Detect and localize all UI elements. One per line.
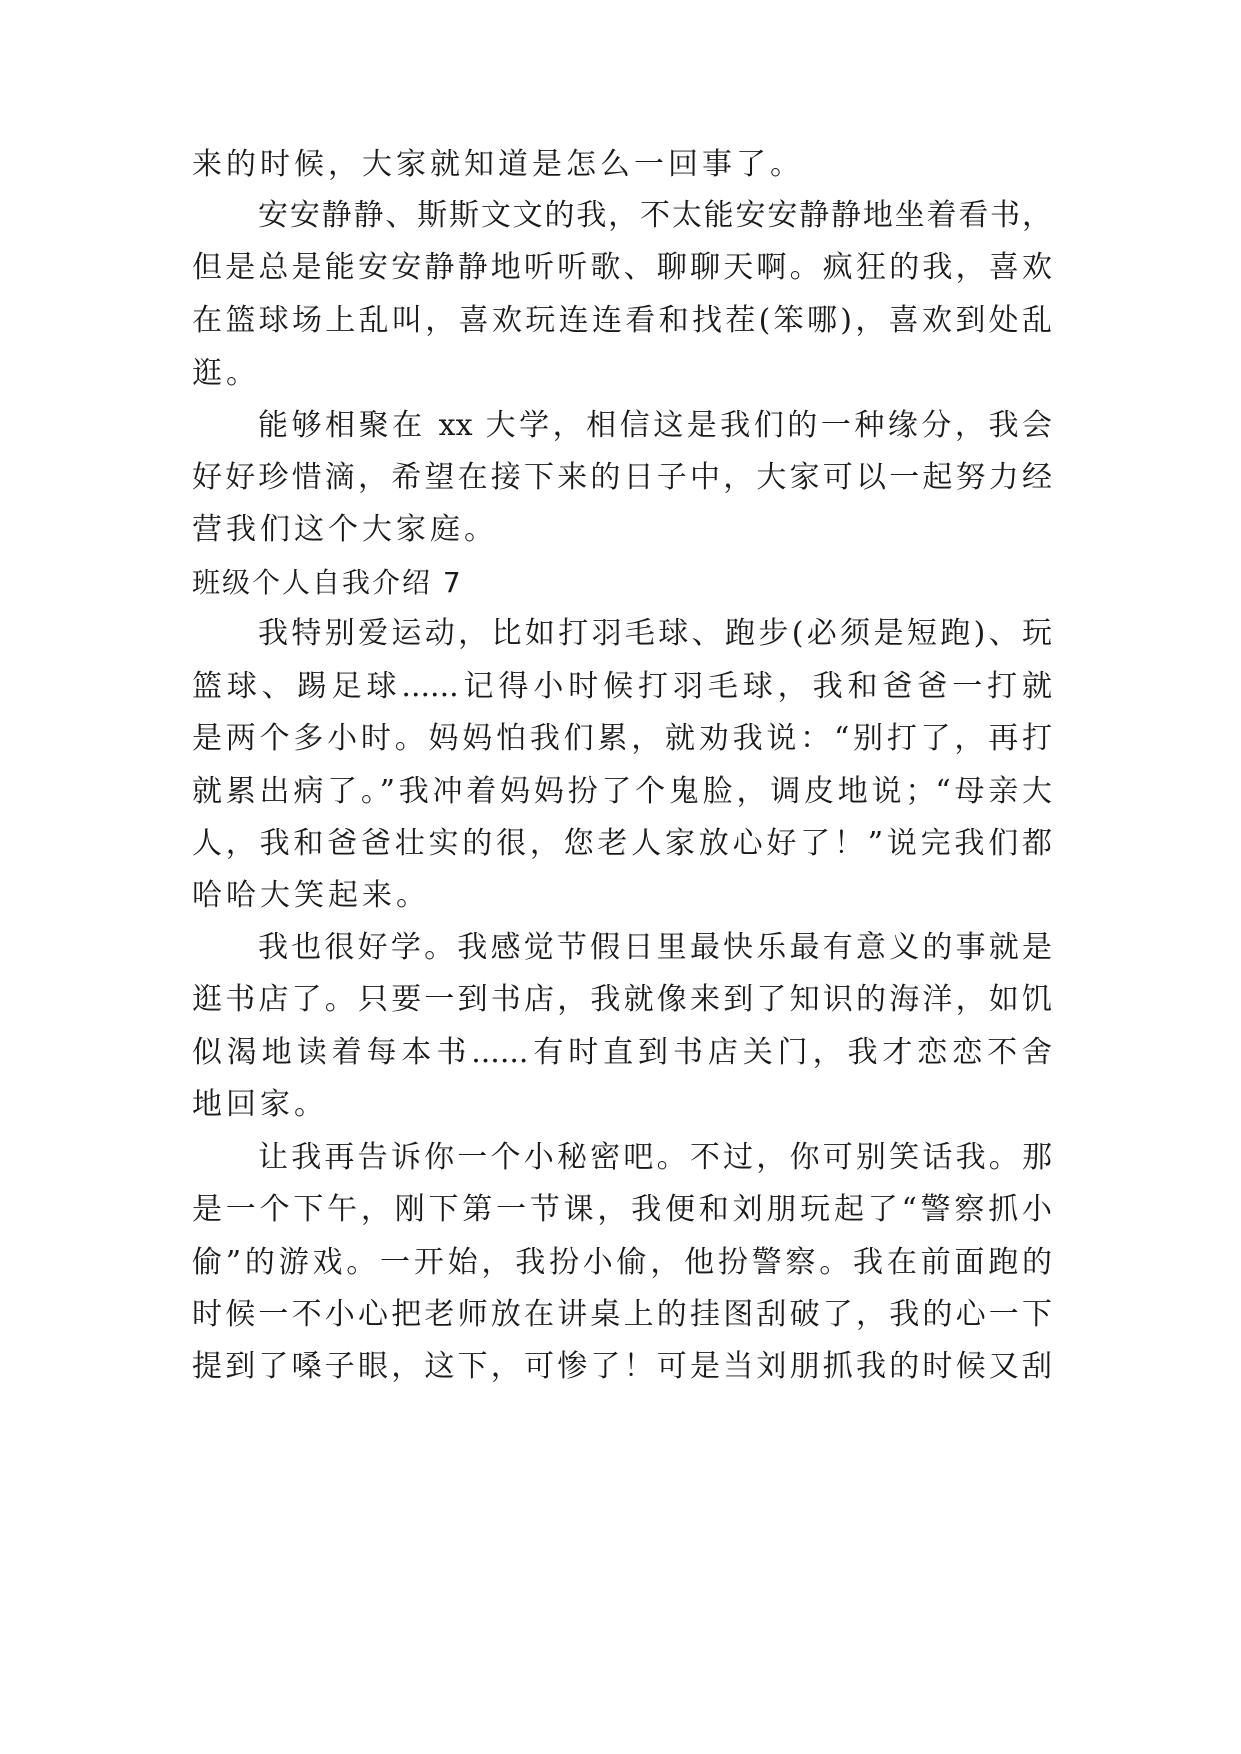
paragraph-line: 来的时候，大家就知道是怎么一回事了。 — [192, 147, 804, 182]
paragraph-line: 安安静静、斯斯文文的我，不太能安安静静地坐着看书， — [258, 198, 1052, 233]
paragraph-line: 人，我和爸爸壮实的很，您老人家放心好了！”说完我们都 — [192, 826, 1052, 861]
paragraph-line: 营我们这个大家庭。 — [192, 512, 498, 547]
paragraph-line: 好好珍惜滴，希望在接下来的日子中，大家可以一起努力经 — [192, 460, 1052, 495]
paragraph-line: 篮球、踢足球......记得小时候打羽毛球，我和爸爸一打就 — [192, 669, 1052, 704]
paragraph-line: 地回家。 — [192, 1087, 328, 1122]
paragraph-line: 我特别爱运动，比如打羽毛球、跑步(必须是短跑)、玩 — [258, 616, 1052, 651]
paragraph-line: 似渴地读着每本书......有时直到书店关门，我才恋恋不舍 — [192, 1035, 1052, 1070]
section-heading: 班级个人自我介绍 7 — [192, 566, 463, 599]
paragraph-line: 就累出病了。”我冲着妈妈扮了个鬼脸，调皮地说；“母亲大 — [192, 774, 1052, 809]
paragraph-line: 但是总是能安安静静地听听歌、聊聊天啊。疯狂的我，喜欢 — [192, 250, 1052, 285]
paragraph-line: 提到了嗓子眼，这下，可惨了！可是当刘朋抓我的时候又刮 — [192, 1349, 1052, 1384]
paragraph-line: 在篮球场上乱叫，喜欢玩连连看和找茬(笨哪)，喜欢到处乱 — [192, 303, 1052, 338]
paragraph-line: 让我再告诉你一个小秘密吧。不过，你可别笑话我。那 — [258, 1140, 1052, 1175]
paragraph-line: 哈哈大笑起来。 — [192, 878, 430, 913]
paragraph-line: 是两个多小时。妈妈怕我们累，就劝我说：“别打了，再打 — [192, 721, 1052, 756]
paragraph-line: 逛。 — [192, 356, 260, 391]
paragraph-line: 是一个下午，刚下第一节课，我便和刘朋玩起了“警察抓小 — [192, 1192, 1052, 1227]
paragraph-line: 偷”的游戏。一开始，我扮小偷，他扮警察。我在前面跑的 — [192, 1245, 1052, 1280]
paragraph-line: 逛书店了。只要一到书店，我就像来到了知识的海洋，如饥 — [192, 982, 1052, 1017]
paragraph-line: 我也很好学。我感觉节假日里最快乐最有意义的事就是 — [258, 930, 1052, 965]
paragraph-line: 时候一不小心把老师放在讲桌上的挂图刮破了，我的心一下 — [192, 1297, 1052, 1332]
paragraph-line: 能够相聚在 xx 大学，相信这是我们的一种缘分，我会 — [258, 408, 1052, 443]
